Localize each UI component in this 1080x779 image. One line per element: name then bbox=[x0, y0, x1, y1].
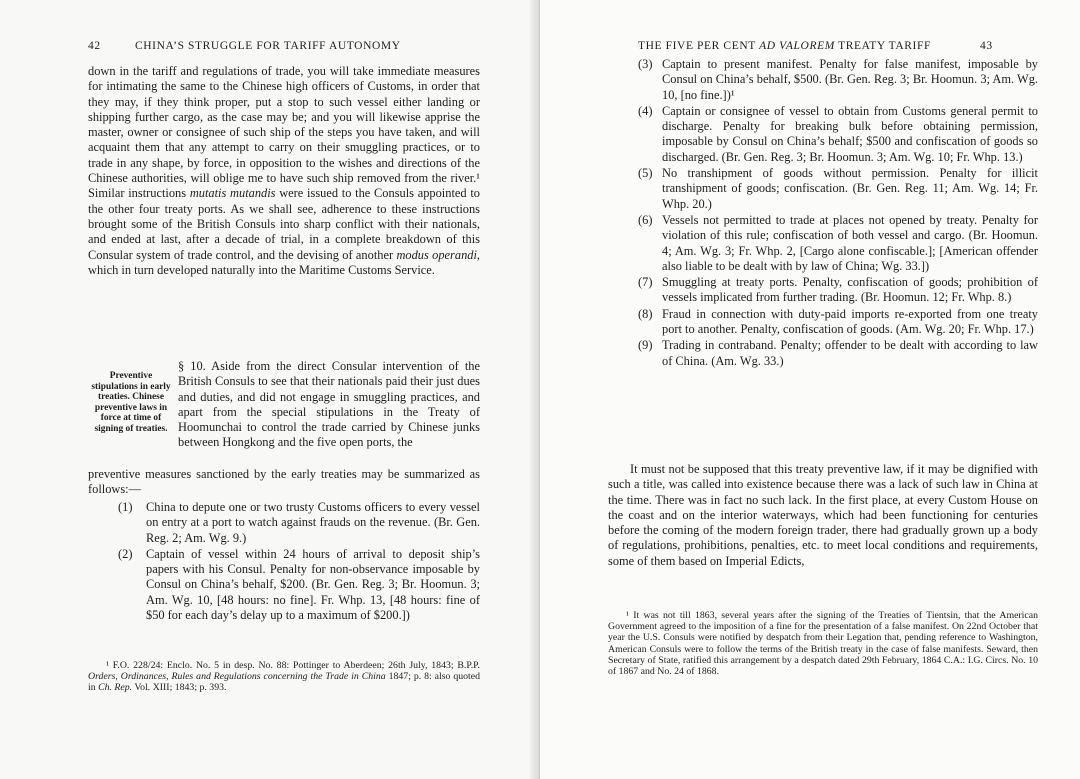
left-page-number: 42 bbox=[88, 40, 101, 52]
left-running-head: CHINA’S STRUGGLE FOR TARIFF AUTONOMY bbox=[135, 40, 401, 52]
list-item bbox=[636, 275, 1038, 306]
list-item-text: Smuggling at treaty ports. Penalty, confiscation of goods; prohibition of vessels implicated from further trading. (Br. Hoomun. 12; Fr. Whp. 8.) bbox=[662, 275, 1038, 305]
list-item-number: (5) bbox=[638, 166, 653, 181]
list-item bbox=[636, 166, 1038, 212]
list-item bbox=[636, 104, 1038, 165]
left-body-part-1: down in the tariff and regulations of trade, you will take immediate measures for intimating the same to the Chinese high officers of Customs, in order that they may, if they think proper, put a stop to such vessel either landing or shipping further cargo, as the case may be; and you will likewise apprise the master, owner or consignee of such ship of the steps you have taken, and will acquaint them that any attempt to carry on their smuggling practices, or to trade in any shape, by force, in opposition to the wishes and directions of the Chinese authorities, will oblige me to have such ship removed from the river.¹ Similar instructions bbox=[88, 64, 480, 201]
list-item-number: (2) bbox=[118, 546, 133, 561]
left-body-part-3: which in turn developed naturally into the Maritime Customs Service. bbox=[88, 262, 435, 277]
list-item bbox=[116, 500, 480, 546]
list-item-number: (9) bbox=[638, 338, 653, 353]
margin-sidenote: Preventive stipulations in early treaties. Chinese preventive laws in force at time of signing of treaties. bbox=[91, 371, 171, 434]
left-footnote-italic-2: Ch. Rep. bbox=[98, 682, 133, 694]
list-item-number: (3) bbox=[638, 57, 653, 71]
left-preventive-list bbox=[116, 500, 480, 624]
list-item-text: China to depute one or two trusty Customs officers to every vessel on entry at a port to watch against frauds on the revenue. (Br. Gen. Reg. 2; Am. Wg. 9.) bbox=[146, 500, 480, 545]
right-body-text bbox=[608, 462, 1038, 569]
list-item-text: No transhipment of goods without permission. Penalty for illicit transhipment of goods; confiscation. (Br. Gen. Reg. 11; Am. Wg. 14; Fr. Whp. 20.) bbox=[662, 166, 1038, 211]
right-running-head-italic: AD VALOREM bbox=[759, 40, 835, 52]
list-item bbox=[636, 213, 1038, 274]
left-footnote-italic-1: Orders, Ordinances, Rules and Regulations concerning the Trade in China bbox=[88, 671, 386, 683]
list-item bbox=[636, 57, 1038, 103]
left-footnote-part-2: 1847; p. 8: also quoted in bbox=[88, 671, 480, 694]
list-item bbox=[116, 547, 480, 623]
list-item-number: (6) bbox=[638, 212, 653, 227]
list-item-text: Fraud in connection with duty-paid imports re-exported from one treaty port to another. Penalty, confiscation of goods. (Am. Wg. 20; Fr. Whp. 17.) bbox=[662, 306, 1038, 337]
left-footnote bbox=[88, 660, 480, 694]
list-item bbox=[636, 338, 1038, 369]
list-item-number: (7) bbox=[638, 275, 653, 290]
left-footnote-part-3: Vol. XIII; 1843; p. 393. bbox=[134, 682, 227, 694]
right-page-number: 43 bbox=[980, 40, 993, 52]
right-preventive-list bbox=[636, 57, 1038, 370]
list-item-text: Captain of vessel within 24 hours of arrival to deposit ship’s papers with his Consul. Penalty for non-observance imposable by Consul on China’s behalf, $200. (Br. Gen. Reg. 3; Br. Hoomun. 3; Am. Wg. 10, [48 hours: no fine]. Fr. Whp. 13, [48 hours: fine of $50 for each day’s delay up to a maximum of $200.]) bbox=[146, 546, 480, 623]
list-item-number: (4) bbox=[638, 103, 653, 118]
left-footnote-part-1: ¹ F.O. 228/24: Enclo. No. 5 in desp. No. 88: Pottinger to Aberdeen; 26th July, 1843; B.P.P. bbox=[106, 660, 480, 671]
list-item-text: Captain to present manifest. Penalty for false manifest, imposable by Consul on China’s behalf, $500. (Br. Gen. Reg. 3; Br. Hoomun. 3; Am. Wg. 10, [no fine.])¹ bbox=[662, 57, 1038, 102]
list-item bbox=[636, 307, 1038, 338]
list-item-text: Trading in contraband. Penalty; offender to be dealt with according to law of China. (Am. Wg. 33.) bbox=[662, 338, 1038, 368]
left-body-text bbox=[88, 64, 480, 278]
right-running-head-b: TREATY TARIFF bbox=[838, 40, 931, 52]
right-running-head bbox=[638, 40, 931, 52]
list-item-text: Vessels not permitted to trade at places not opened by treaty. Penalty for violation of this rule; confiscation of both vessel and cargo. (Br. Hoomun. 4; Am. Wg. 3; Fr. Whp. 2, [Cargo alone confiscable.]; [American offender also liable to be dealt with by law of China; Wg. 33.]) bbox=[662, 212, 1038, 273]
list-item-text: Captain or consignee of vessel to obtain from Customs general permit to discharge. Penalty for breaking bulk before obtaining permission, imposable by Consul on China’s behalf; $500 and confiscation of goods so discharged. (Br. Gen. Reg. 3; Br. Hoomun. 3; Am. Wg. 10; Fr. Whp. 13.) bbox=[662, 103, 1038, 164]
left-body-italic-1: mutatis mutandis bbox=[189, 186, 276, 201]
right-page bbox=[540, 0, 1080, 779]
section-10-paragraph: § 10. Aside from the direct Consular intervention of the British Consuls to see that their nationals paid their just dues and duties, and did not engage in smuggling practices, and apart from the special stipulations in the Treaty of Hoomunchai to control the trade carried by Chinese junks between Hongkong and the five open ports, the bbox=[178, 359, 480, 450]
right-body-paragraph: It must not be supposed that this treaty preventive law, if it may be dignified with such a title, was called into existence because there was a lack of such law in China at the time. There was in fact no such lack. In the first place, at every Custom House on the coast and on the interior waterways, which had been functioning for centuries before the coming of the modern foreign trader, there had gradually grown up a body of regulations, prohibitions, penalties, etc. to meet local conditions and requirements, some of them based on Imperial Edicts, bbox=[608, 462, 1038, 568]
section-10-continuation: preventive measures sanctioned by the early treaties may be summarized as follows:— bbox=[88, 467, 480, 497]
right-footnote bbox=[608, 610, 1038, 677]
left-body-part-2: were issued to the Consuls appointed to the other four treaty ports. As we shall see, adherence to these instructions brought some of the British Consuls into sharp conflict with their nationals, and ended at last, after a decade of trial, in a complete breakdown of this Consular system of trade control, and the devising of another bbox=[88, 186, 480, 262]
left-body-italic-2: modus operandi, bbox=[396, 247, 480, 262]
list-item-number: (1) bbox=[118, 500, 133, 514]
right-running-head-a: THE FIVE PER CENT bbox=[638, 40, 756, 52]
right-footnote-text: ¹ It was not till 1863, several years after the signing of the Treaties of Tientsin, that the American Government agreed to the imposition of a fine for the presentation of a false manifest. On 22nd October that year the U.S. Consuls were notified by despatch from their Legation that, pending reference to Washington, American Consuls were to follow the terms of the British treaty in the case of false manifests. Seward, then Secretary of State, ratified this arrangement by a despatch dated 29th February, 1864 C.A.: I.G. Circs. No. 10 of 1867 and No. 24 of 1868. bbox=[608, 610, 1038, 678]
list-item-number: (8) bbox=[638, 306, 653, 321]
